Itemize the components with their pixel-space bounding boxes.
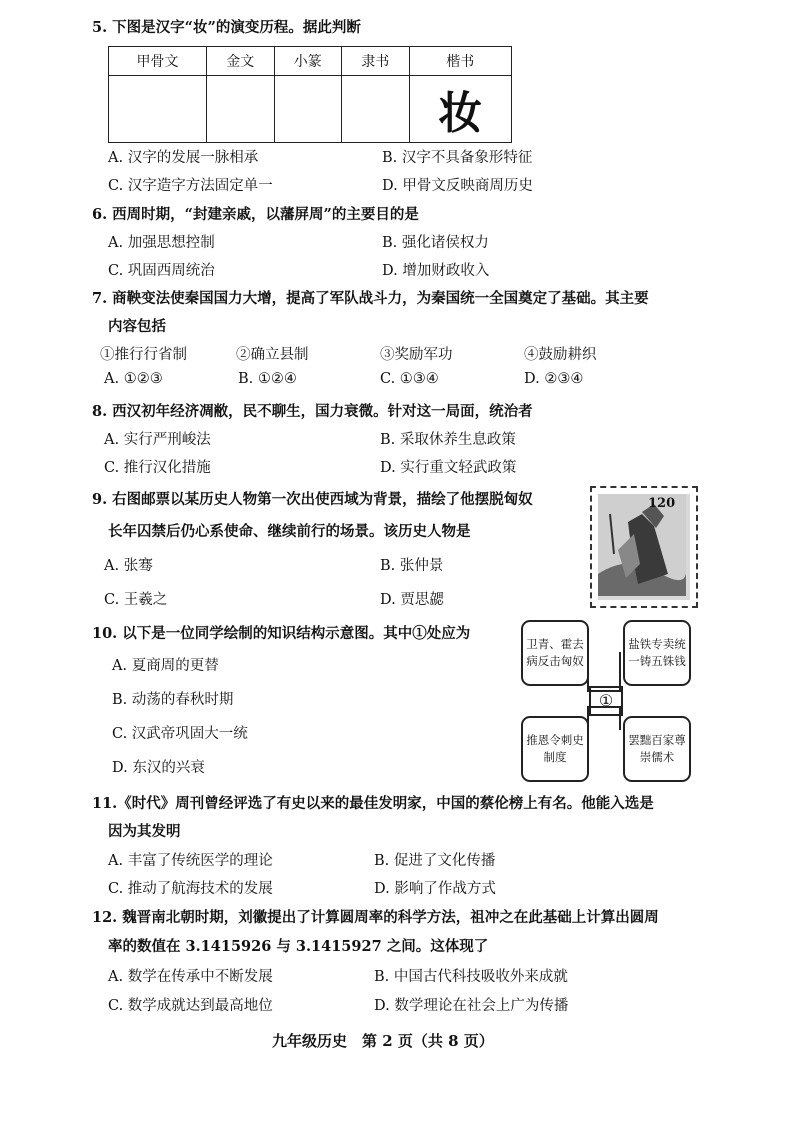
q12-option-a: A. 数学在传承中不断发展 <box>108 969 273 985</box>
table-cell <box>207 76 275 143</box>
q7-option-d: D. ②③④ <box>524 371 584 387</box>
q10-option-b: B. 动荡的春秋时期 <box>112 692 234 708</box>
q5-option-b: B. 汉字不具备象形特征 <box>382 150 533 166</box>
q11-option-c: C. 推动了航海技术的发展 <box>108 881 273 897</box>
q9-option-d: D. 贾思勰 <box>380 592 444 608</box>
q6-option-c: C. 巩固西周统治 <box>108 263 215 279</box>
table-cell <box>409 76 511 143</box>
q6-option-a: A. 加强思想控制 <box>108 235 215 251</box>
table-header: 隶书 <box>342 47 410 76</box>
q12-stem-line1: 12. 魏晋南北朝时期，刘徽提出了计算圆周率的科学方法，祖冲之在此基础上计算出圆周 <box>92 909 659 926</box>
table-header: 小篆 <box>274 47 342 76</box>
q5-option-c: C. 汉字造字方法固定单一 <box>108 178 273 194</box>
q6-option-b: B. 强化诸侯权力 <box>382 235 489 251</box>
q8-stem: 8. 西汉初年经济凋敝，民不聊生，国力衰微。针对这一局面，统治者 <box>92 403 533 420</box>
table-cell <box>274 76 342 143</box>
diagram-box-bottom-right: 罢黜百家尊崇儒术 <box>623 716 691 782</box>
q9-option-b: B. 张仲景 <box>380 558 444 574</box>
table-header: 楷书 <box>409 47 511 76</box>
diagram-box-top-right: 盐铁专卖统一铸五铢钱 <box>623 620 691 686</box>
q12-stem-line2: 率的数值在 3.1415926 与 3.1415927 之间。这体现了 <box>108 938 489 955</box>
q7-option-a: A. ①②③ <box>104 371 163 387</box>
kaishu-char: 妆 <box>438 88 483 139</box>
q11-stem-line2: 因为其发明 <box>108 823 181 840</box>
q9-stem-line1: 9. 右图邮票以某历史人物第一次出使西域为背景，描绘了他摆脱匈奴 <box>92 491 533 508</box>
q9-option-a: A. 张骞 <box>104 558 153 574</box>
q12-option-d: D. 数学理论在社会上广为传播 <box>374 998 569 1014</box>
q11-option-b: B. 促进了文化传播 <box>374 853 496 869</box>
q7-option-b: B. ①②④ <box>238 371 297 387</box>
diagram-center-marker: ① <box>589 686 623 716</box>
q9-stem-line2: 长年囚禁后仍心系使命、继续前行的场景。该历史人物是 <box>108 523 471 540</box>
q5-option-a: A. 汉字的发展一脉相承 <box>108 150 259 166</box>
stamp-picture <box>598 494 690 600</box>
table-cell <box>109 76 207 143</box>
q7-item-2: ②确立县制 <box>236 347 309 363</box>
q12-option-b: B. 中国古代科技吸收外来成就 <box>374 969 568 985</box>
q10-option-d: D. 东汉的兴衰 <box>112 760 205 776</box>
q9-option-c: C. 王羲之 <box>104 592 168 608</box>
q7-item-4: ④鼓励耕织 <box>524 347 597 363</box>
q7-stem-line1: 7. 商鞅变法使秦国国力大增，提高了军队战斗力，为秦国统一全国奠定了基础。其主要 <box>92 290 649 307</box>
table-cell <box>342 76 410 143</box>
q10-stem: 10. 以下是一位同学绘制的知识结构示意图。其中①处应为 <box>92 625 471 642</box>
q6-stem: 6. 西周时期，“封建亲戚，以藩屏周”的主要目的是 <box>92 206 419 223</box>
q6-option-d: D. 增加财政收入 <box>382 263 490 279</box>
q7-item-1: ①推行行省制 <box>100 347 187 363</box>
q8-option-c: C. 推行汉化措施 <box>104 460 211 476</box>
q7-item-3: ③奖励军功 <box>380 347 453 363</box>
postage-stamp-image <box>590 486 698 608</box>
q11-stem-line1: 11.《时代》周刊曾经评选了有史以来的最佳发明家，中国的蔡伦榜上有名。他能入选是 <box>92 795 654 812</box>
table-header: 甲骨文 <box>109 47 207 76</box>
stamp-value: 120 <box>648 496 676 511</box>
q5-option-d: D. 甲骨文反映商周历史 <box>382 178 533 194</box>
q7-option-c: C. ①③④ <box>380 371 439 387</box>
diagram-box-bottom-left: 推恩令刺史制度 <box>521 716 589 782</box>
q10-option-c: C. 汉武帝巩固大一统 <box>112 726 248 742</box>
q8-option-b: B. 采取休养生息政策 <box>380 432 516 448</box>
q5-stem: 5. 下图是汉字“妆”的演变历程。据此判断 <box>92 19 361 36</box>
q10-option-a: A. 夏商周的更替 <box>112 658 219 674</box>
q8-option-d: D. 实行重文轻武政策 <box>380 460 517 476</box>
table-header: 金文 <box>207 47 275 76</box>
diagram-box-top-left: 卫青、霍去病反击匈奴 <box>521 620 589 686</box>
q7-stem-line2: 内容包括 <box>108 318 166 335</box>
q8-option-a: A. 实行严刑峻法 <box>104 432 211 448</box>
page-footer: 九年级历史 第 2 页（共 8 页） <box>272 1032 494 1050</box>
char-evolution-table <box>108 46 512 143</box>
q11-option-a: A. 丰富了传统医学的理论 <box>108 853 273 869</box>
q11-option-d: D. 影响了作战方式 <box>374 881 496 897</box>
q12-option-c: C. 数学成就达到最高地位 <box>108 998 273 1014</box>
